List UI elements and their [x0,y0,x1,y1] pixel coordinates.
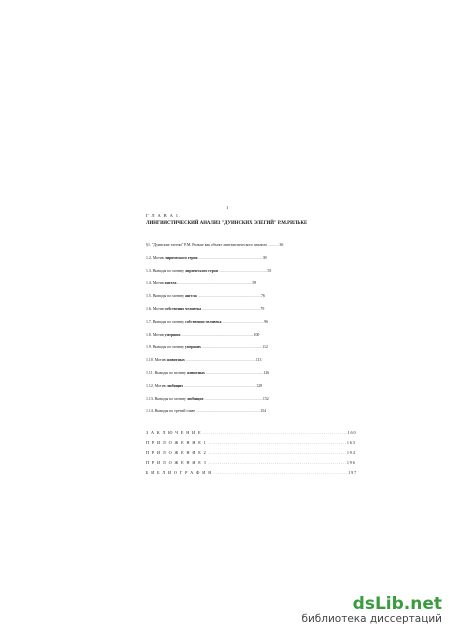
toc-entry-title: Выводы по третий главе [154,409,196,414]
toc-row [146,409,318,422]
toc-leader-dots: ....................................................................... [206,440,347,446]
toc-row [146,269,318,282]
toc-entry-motif: собственно человека [164,306,202,311]
toc-entry-motif: лирического героя [185,268,218,273]
dslib-watermark [301,595,442,626]
toc-page-number: 194 [346,450,356,456]
logo-main-text: dsLib [352,594,404,614]
toc-leader-dots: ........................................... [221,319,265,324]
toc-page-number: 55 [267,268,272,273]
toc-page-number: 36 [279,243,284,247]
toc-entry-title: Мотив ангела [152,281,177,286]
toc-section-list [146,243,318,422]
toc-entry-title: Мотив любящих [154,383,184,388]
toc-row [146,243,318,256]
toc-entry-title: П Р И Л О Ж Е Н И Е 2 [146,450,207,456]
toc-page-number: 196 [346,460,356,466]
toc-leader-dots: ....................................................................... [206,460,347,466]
toc-entry-title: Выводы по мотиву лирического героя [152,268,218,273]
toc-entry-motif: собственно человека [185,319,222,324]
toc-row [146,294,318,307]
toc-leader-dots: .......................................................................... [183,383,257,388]
toc-entry-motif: умерших [164,332,181,337]
toc-section-number: 1.5. [146,294,153,299]
toc-page-number: 113 [255,358,262,363]
page-number: 1 [226,205,229,210]
toc-row [146,281,318,294]
toc-section-number: 1.10. [146,358,155,363]
toc-page-number: 112 [262,345,268,350]
toc-page-number: 100 [253,332,260,337]
toc-section-number: §1. [146,243,152,247]
toc-section-number: 1.12. [146,383,155,388]
toc-row [146,470,358,480]
toc-leader-dots: ..................................................................... [211,470,349,476]
toc-entry-title: Выводы по мотиву умерших [152,345,201,350]
toc-leader-dots: .......................................................................... [180,332,254,337]
toc-entry-title: Мотив собственно человека [152,306,202,311]
toc-entry-motif: лирического героя [164,255,198,260]
toc-section-number: 1.13. [146,396,155,401]
toc-section-number: 1.7. [146,319,153,324]
toc-section-number: 1.9. [146,345,153,350]
toc-leader-dots: .......................................................................... [201,430,348,436]
toc-page-number: 126 [263,370,270,375]
toc-section-number: 1.3. [146,268,153,273]
toc-leader-dots: ................................................................. [196,294,261,299]
toc-entry-title: "Дуинские элегии" Р.М. Рильке как объект лингвистического анализа [151,243,267,247]
toc-entry-title: Мотив животных [154,358,185,363]
toc-page-number: 163 [346,440,356,446]
toc-row [146,320,318,333]
toc-entry-title: З А К Л Ю Ч Е Н И Е [146,430,202,436]
toc-leader-dots: .............................................................. [200,345,263,350]
toc-entry-title: Б И Б Л И О Г Р А Ф И Я [146,470,212,476]
toc-section-number: 1.6. [146,306,153,311]
toc-page-number: 79 [260,306,265,311]
toc-final-list [146,430,358,480]
toc-divider-gap [146,422,318,430]
chapter-label: Г Л А В А 1. [146,213,181,218]
chapter-title: ЛИНГВИСТИЧЕСКИЙ АНАЛИЗ "ДУИНСКИХ ЭЛЕГИЙ" Р.М.РИЛЬКЕ [146,221,308,226]
toc-page-number: 154 [260,409,267,414]
toc-section-number: 1.14. [146,409,155,414]
toc-entry-motif: любящих [186,396,204,401]
toc-row [146,384,318,397]
toc-row [146,440,356,450]
toc-entry-title: Выводы по мотиву ангела [152,294,197,299]
toc-row [146,358,318,371]
toc-row [146,430,357,440]
toc-leader-dots: ....................................................................... [206,450,347,456]
toc-entry-motif: ангела [185,294,197,299]
toc-section-number: 1.2. [146,255,153,260]
dslib-logo [301,595,442,613]
watermark-subtitle: библиотека диссертаций [301,613,442,625]
toc-leader-dots: ............ [266,243,280,247]
toc-leader-dots: .................................................................. [195,409,261,414]
toc-entry-title: П Р И Л О Ж Е Н И Е 3 [146,460,207,466]
toc-row [146,307,318,320]
toc-row [146,460,356,470]
toc-section-number: 1.8. [146,332,153,337]
toc-page-number: 160 [347,430,357,436]
toc-leader-dots: ............................................................ [201,306,261,311]
toc-entry-title: Выводы по мотиву животных [154,370,205,375]
toc-entry-motif: умерших [185,345,201,350]
table-of-contents [146,243,358,480]
toc-row [146,333,318,346]
toc-section-number: 1.11. [146,370,155,375]
toc-page-number: 96 [264,319,269,324]
toc-entry-motif: животных [186,370,205,375]
logo-tld-text: .net [403,594,442,614]
toc-leader-dots: ............................................................ [203,396,263,401]
toc-row [146,371,318,384]
toc-row [146,345,318,358]
toc-page-number: 152 [262,396,269,401]
toc-page-number: 39 [262,255,267,260]
toc-entry-title: Мотив умерших [152,332,181,337]
toc-page-number: 59 [252,281,257,286]
toc-leader-dots: .................................................. [217,268,268,273]
toc-page-number: 128 [256,383,263,388]
toc-section-number: 1.4. [146,281,153,286]
toc-entry-title: Выводы по мотиву любящих [154,396,204,401]
toc-leader-dots: ............................................................................. [176,281,253,286]
toc-entry-motif: любящих [166,383,184,388]
toc-leader-dots: ........................................................................ [184,358,256,363]
toc-entry-motif: ангела [164,281,177,286]
toc-row [146,397,318,410]
toc-entry-title: Выводы по мотиву собственно человека [152,319,222,324]
toc-entry-motif: животных [166,358,185,363]
toc-leader-dots: .................................................................. [197,255,263,260]
toc-leader-dots: ........................................................... [204,370,264,375]
toc-page-number: 197 [348,470,358,476]
toc-entry-title: П Р И Л О Ж Е Н И Е 1 [146,440,207,446]
toc-row [146,450,356,460]
toc-entry-title: Мотив лирического героя [152,255,198,260]
toc-page-number: 76 [260,294,265,299]
toc-row [146,256,318,269]
